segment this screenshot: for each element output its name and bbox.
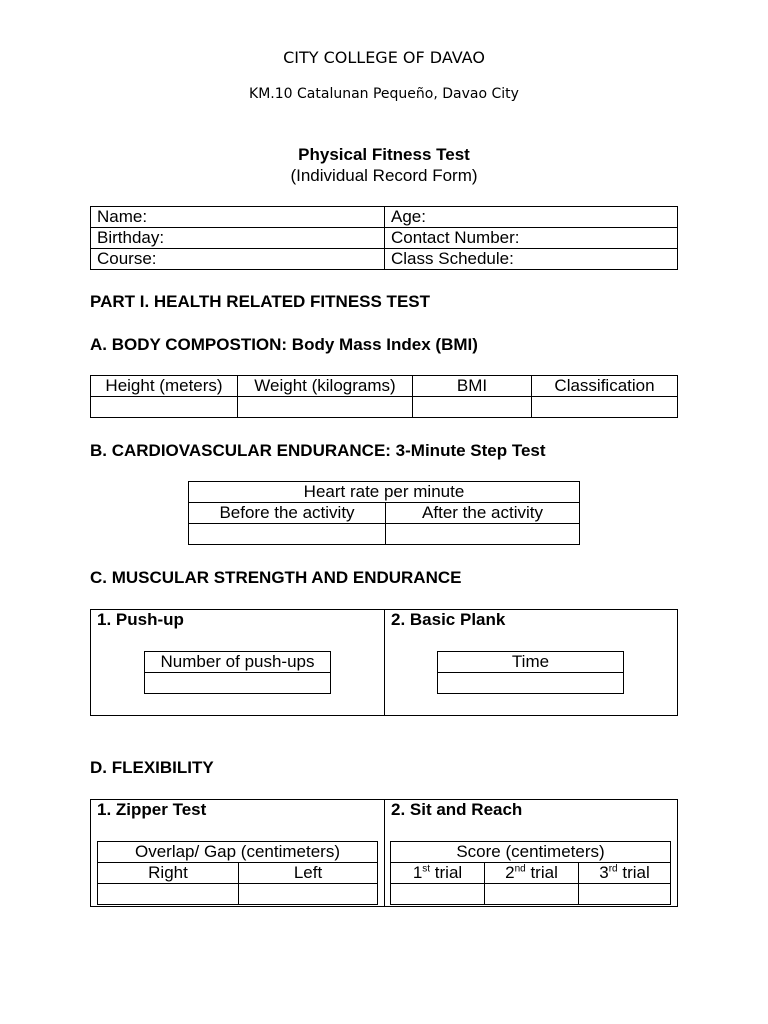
trial-3-label: trial: [617, 863, 650, 882]
height-input[interactable]: [91, 397, 238, 418]
zipper-right-input[interactable]: [98, 884, 239, 905]
sit-and-reach-title: 2. Sit and Reach: [391, 800, 523, 819]
trial-2-input[interactable]: [485, 884, 579, 905]
personal-info-table: [90, 206, 678, 270]
institution-address: KM.10 Catalunan Pequeño, Davao City: [249, 86, 519, 102]
pushup-count-input[interactable]: [145, 673, 331, 694]
zipper-left-input[interactable]: [239, 884, 378, 905]
sit-reach-table: [390, 841, 671, 905]
sit-reach-group-header: Score (centimeters): [391, 842, 671, 863]
zipper-right-header: Right: [98, 863, 239, 884]
class-schedule-field[interactable]: Class Schedule:: [385, 249, 678, 270]
weight-input[interactable]: [238, 397, 413, 418]
after-activity-header: After the activity: [386, 503, 580, 524]
classification-input[interactable]: [532, 397, 678, 418]
trial-2-label: trial: [525, 863, 558, 882]
zipper-table: [97, 841, 378, 905]
trial-3-input[interactable]: [579, 884, 671, 905]
bmi-header-classification: Classification: [532, 376, 678, 397]
contact-number-field[interactable]: Contact Number:: [385, 228, 678, 249]
before-activity-input[interactable]: [189, 524, 386, 545]
before-activity-header: Before the activity: [189, 503, 386, 524]
trial-3-suffix: rd: [608, 863, 618, 875]
section-a-title: A. BODY COMPOSTION: Body Mass Index (BMI): [90, 335, 478, 354]
trial-3-header: [579, 863, 671, 884]
bmi-header-weight: Weight (kilograms): [238, 376, 413, 397]
zipper-group-header: Overlap/ Gap (centimeters): [98, 842, 378, 863]
pushup-table: [144, 651, 331, 694]
plank-header: Time: [438, 652, 624, 673]
form-title: Physical Fitness Test: [298, 145, 470, 164]
section-b-title: B. CARDIOVASCULAR ENDURANCE: 3-Minute Step Test: [90, 441, 546, 460]
birthday-field[interactable]: Birthday:: [91, 228, 385, 249]
bmi-table: [90, 375, 678, 418]
institution-name: CITY COLLEGE OF DAVAO: [283, 48, 485, 67]
course-field[interactable]: Course:: [91, 249, 385, 270]
flexibility-divider: [384, 799, 385, 907]
bmi-input[interactable]: [413, 397, 532, 418]
heart-rate-group-header: Heart rate per minute: [189, 482, 580, 503]
form-subtitle: (Individual Record Form): [290, 166, 478, 185]
trial-2-header: [485, 863, 579, 884]
trial-1-label: trial: [430, 863, 463, 882]
trial-1-suffix: st: [422, 863, 431, 875]
heart-rate-table: [188, 481, 580, 545]
plank-table: [437, 651, 624, 694]
age-field[interactable]: Age:: [385, 207, 678, 228]
trial-3-number: 3: [599, 863, 609, 882]
pushup-header: Number of push-ups: [145, 652, 331, 673]
muscular-divider: [384, 609, 385, 716]
trial-1-input[interactable]: [391, 884, 485, 905]
bmi-header-bmi: BMI: [413, 376, 532, 397]
pushup-title: 1. Push-up: [97, 610, 184, 629]
zipper-left-header: Left: [239, 863, 378, 884]
name-field[interactable]: Name:: [91, 207, 385, 228]
bmi-header-height: Height (meters): [91, 376, 238, 397]
section-d-title: D. FLEXIBILITY: [90, 758, 214, 777]
trial-1-number: 1: [412, 863, 423, 882]
after-activity-input[interactable]: [386, 524, 580, 545]
zipper-test-title: 1. Zipper Test: [97, 800, 207, 819]
plank-time-input[interactable]: [438, 673, 624, 694]
part1-title: PART I. HEALTH RELATED FITNESS TEST: [90, 292, 430, 311]
trial-1-header: [391, 863, 485, 884]
trial-2-suffix: nd: [514, 863, 526, 875]
plank-title: 2. Basic Plank: [391, 610, 506, 629]
section-c-title: C. MUSCULAR STRENGTH AND ENDURANCE: [90, 568, 462, 587]
trial-2-number: 2: [505, 863, 515, 882]
